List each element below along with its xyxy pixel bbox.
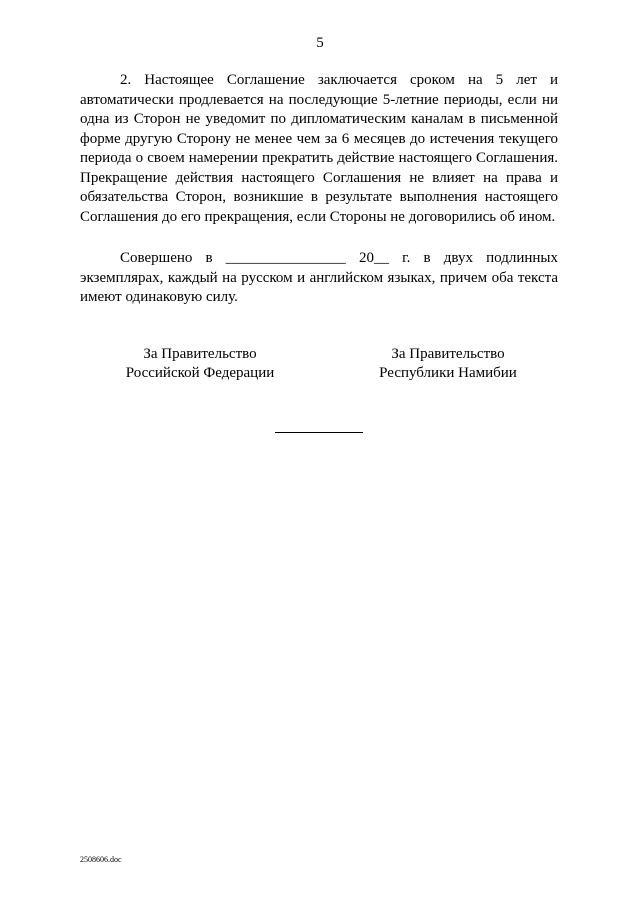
agreement-term-paragraph: 2. Настоящее Соглашение заключается сроком на 5 лет и автоматически продлевается на последующие 5-летние периоды, если ни одна из Сторон не уведомит по дипломатическим каналам в письменной форме другую Сторону не менее чем за 6 месяцев до истечения текущего периода о своем намерении прекратить действие настоящего Соглашения. Прекращение действия настоящего Соглашения не влияет на права и обязательства Сторон, возникшие в результате выполнения настоящего Соглашения до его прекращения, если Стороны не договорились об ином. xyxy=(80,72,558,225)
signature-left-line2: Российской Федерации xyxy=(125,365,275,381)
end-of-document-divider xyxy=(275,432,363,433)
signature-left-line1: За Правительство xyxy=(143,346,257,362)
signature-russian-federation xyxy=(80,345,320,383)
signature-right-line2: Республики Намибии xyxy=(379,365,517,381)
document-file-code: 2508606.doc xyxy=(80,855,122,864)
page-number: 5 xyxy=(316,35,324,51)
signature-namibia xyxy=(348,345,548,383)
signature-right-line1: За Правительство xyxy=(391,346,505,362)
done-at-paragraph: Совершено в ________________ 20__ г. в двух подлинных экземплярах, каждый на русском и английском языках, причем оба текста имеют одинаковую силу. xyxy=(80,250,558,305)
